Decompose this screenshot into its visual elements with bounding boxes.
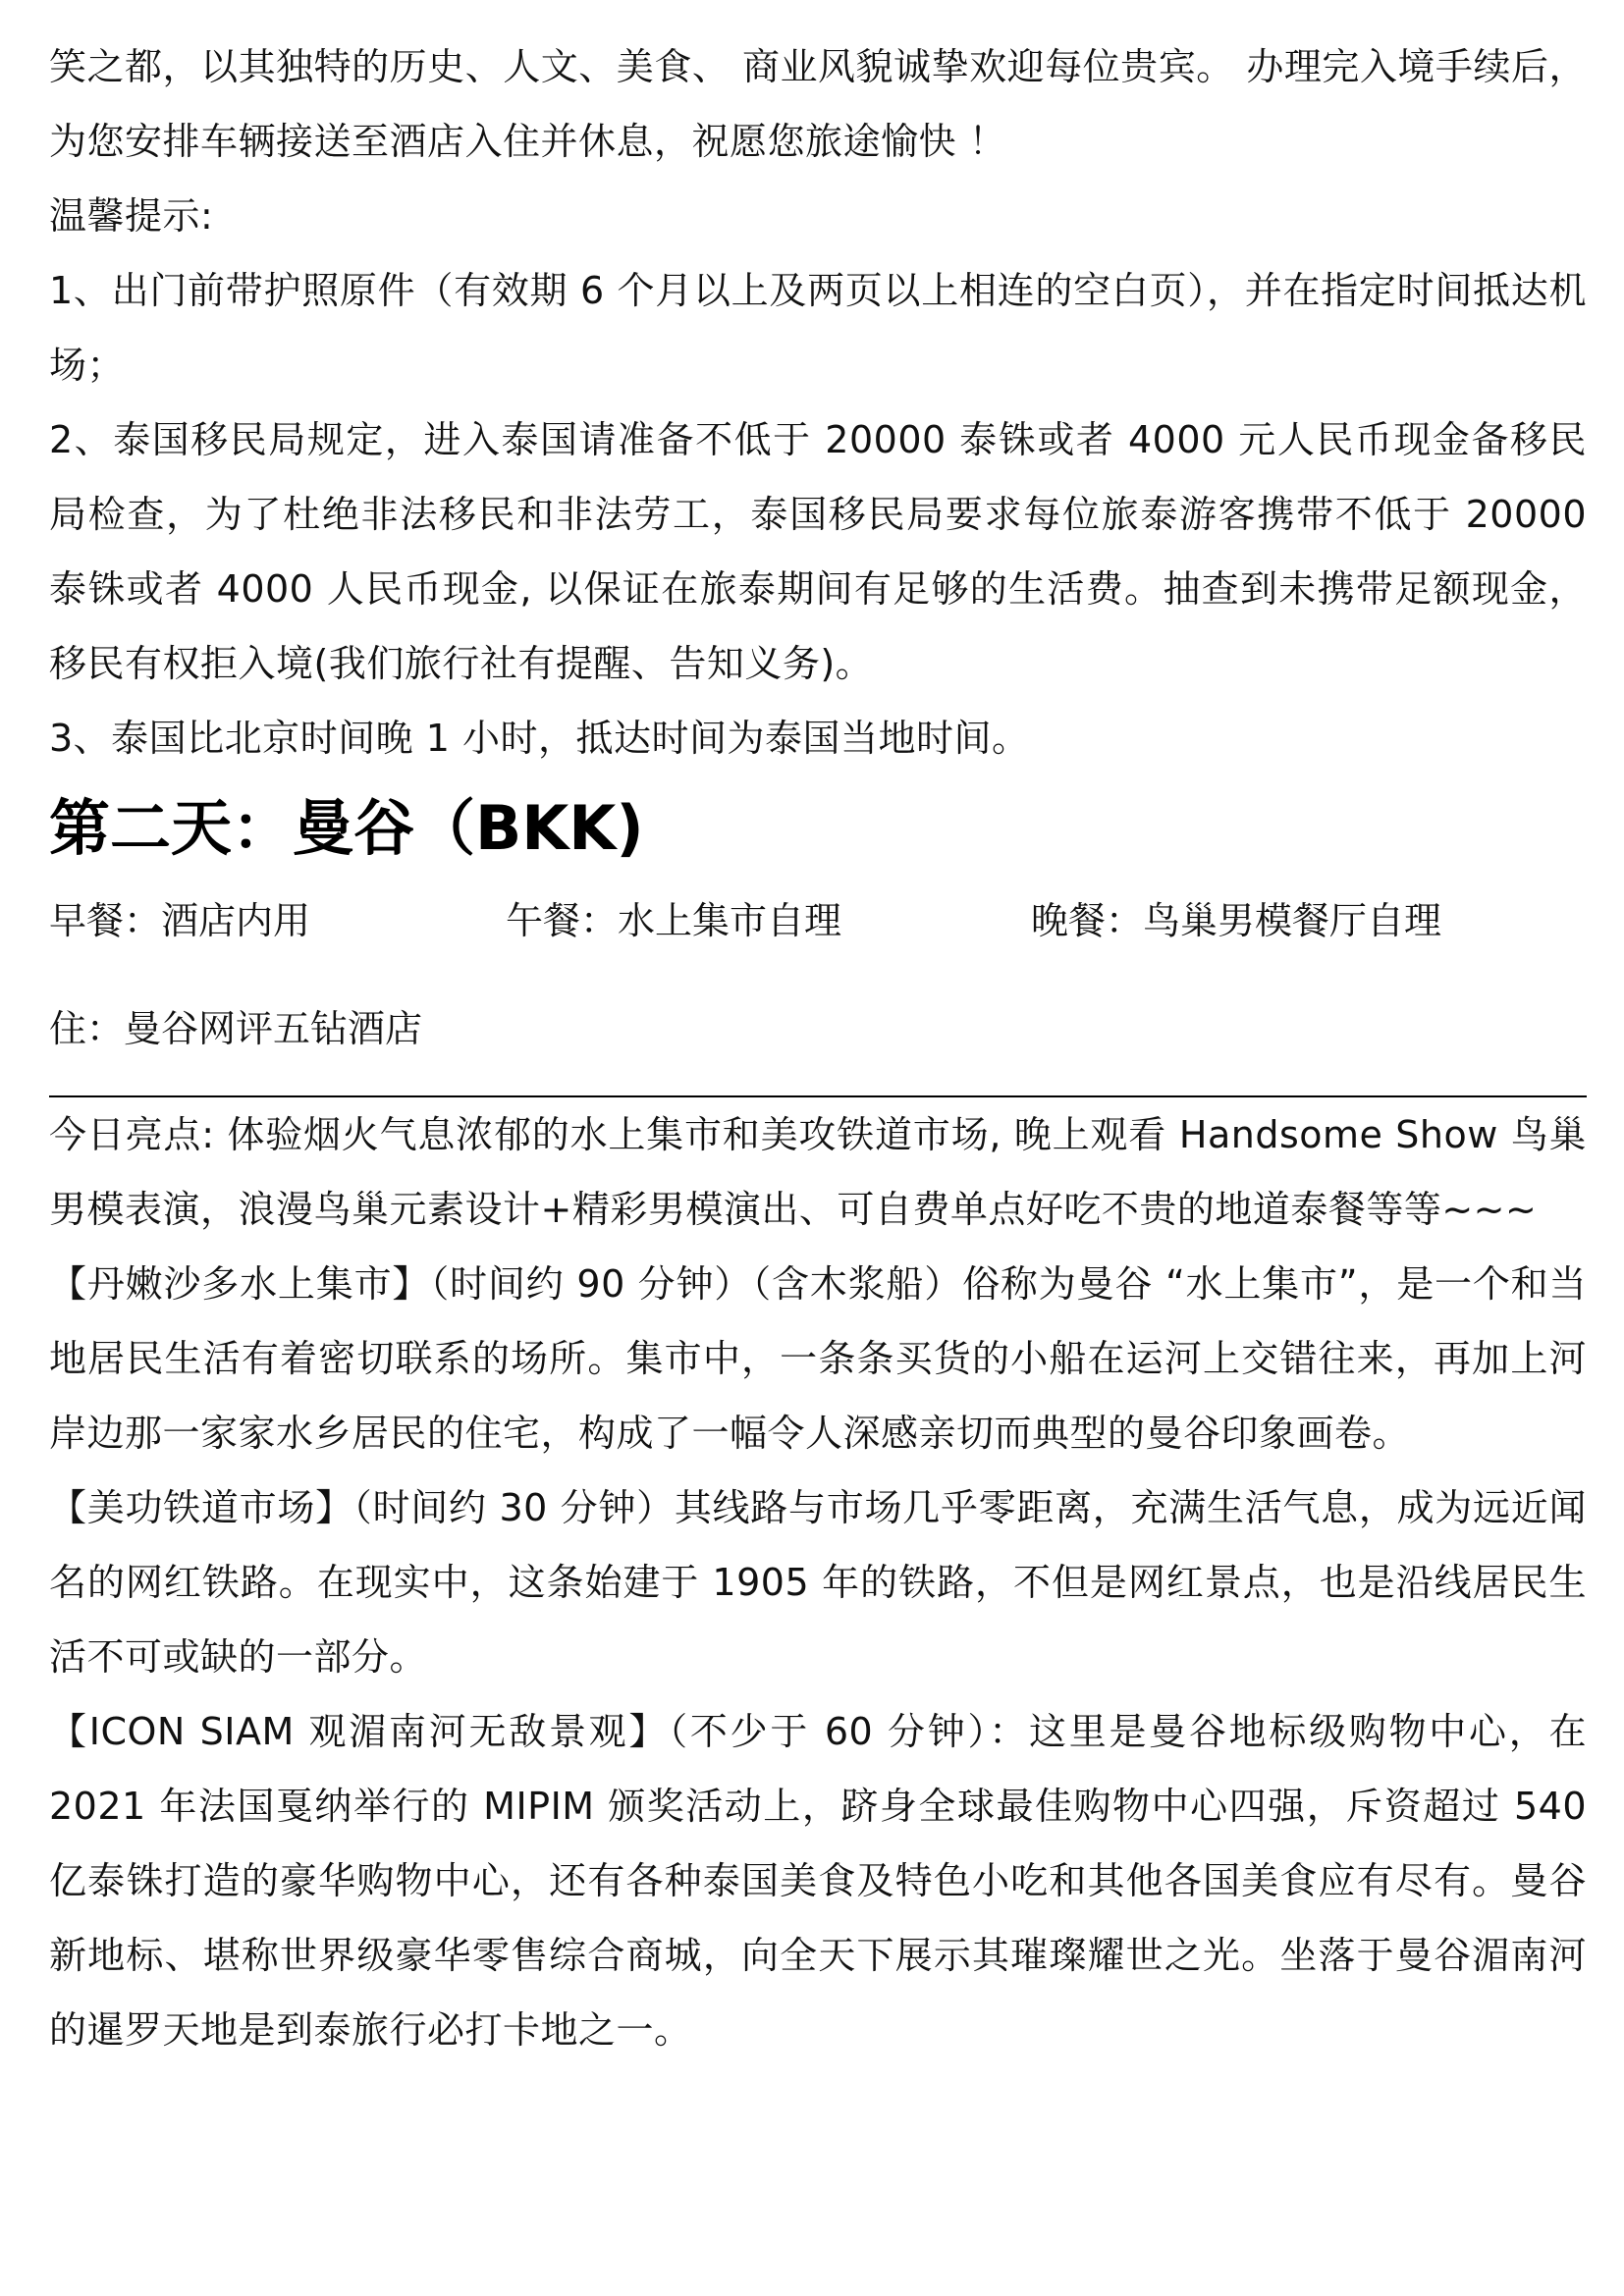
itinerary-page [49,29,1587,2067]
tip-item-1: 1、出门前带护照原件（有效期 6 个月以上及两页以上相连的空白页），并在指定时间抵达机场； [49,269,1587,387]
tip-item-2: 2、泰国移民局规定，进入泰国请准备不低于 20000 泰铢或者 4000 元人民币现金备移民局检查，为了杜绝非法移民和非法劳工，泰国移民局要求每位旅泰游客携带不低于 20000 泰铢或者 4000 人民币现金, 以保证在旅泰期间有足够的生活费。抽查到未携带足额现金，移民有权拒入境(我们旅行社有提醒、告知义务)。 [49,418,1587,685]
welcome-paragraph: 笑之都，以其独特的历史、人文、美食、 商业风貌诚挚欢迎每位贵宾。 办理完入境手续后，为您安排车辆接送至酒店入住并休息，祝愿您旅途愉快 ！ [49,45,1587,163]
tip-item-3: 3、泰国比北京时间晚 1 小时，抵达时间为泰国当地时间。 [49,717,1030,760]
day-heading: 第二天：曼谷（BKK) [49,792,644,864]
meals-row [49,883,1587,958]
attraction-railway-market: 【美功铁道市场】（时间约 30 分钟）其线路与市场几乎零距离，充满生活气息，成为远近闻名的网红铁路。在现实中，这条始建于 1905 年的铁路，不但是网红景点，也是沿线居民生活不可或缺的一部分。 [49,1486,1587,1679]
meal-lunch: 午餐：水上集市自理 [506,899,842,942]
attraction-floating-market: 【丹嫩沙多水上集市】（时间约 90 分钟）（含木浆船）俗称为曼谷 “水上集市”，是一个和当地居民生活有着密切联系的场所。集市中，一条条买货的小船在运河上交错往来，再加上河岸边那一家家水乡居民的住宅，构成了一幅令人深感亲切而典型的曼谷印象画卷。 [49,1262,1587,1455]
meal-dinner: 晚餐：鸟巢男模餐厅自理 [1031,899,1442,942]
meal-breakfast: 早餐：酒店内用 [49,899,311,942]
highlight-paragraph: 今日亮点: 体验烟火气息浓郁的水上集市和美攻铁道市场, 晚上观看 Handsome Show 鸟巢男模表演，浪漫鸟巢元素设计+精彩男模演出、可自费单点好吃不贵的地道泰餐等等~~~ [49,1113,1587,1231]
tips-title: 温馨提示: [49,194,214,238]
attraction-icon-siam: 【ICON SIAM 观湄南河无敌景观】（不少于 60 分钟）：这里是曼谷地标级购物中心，在 2021 年法国戛纳举行的 MIPIM 颁奖活动上，跻身全球最佳购物中心四强，斥资超过 540 亿泰铢打造的豪华购物中心，还有各种泰国美食及特色小吃和其他各国美食应有尽有。曼谷新地标、堪称世界级豪华零售综合商城，向全天下展示其璀璨耀世之光。坐落于曼谷湄南河的暹罗天地是到泰旅行必打卡地之一。 [49,1710,1587,2052]
hotel-info: 住：曼谷网评五钻酒店 [49,1007,423,1050]
